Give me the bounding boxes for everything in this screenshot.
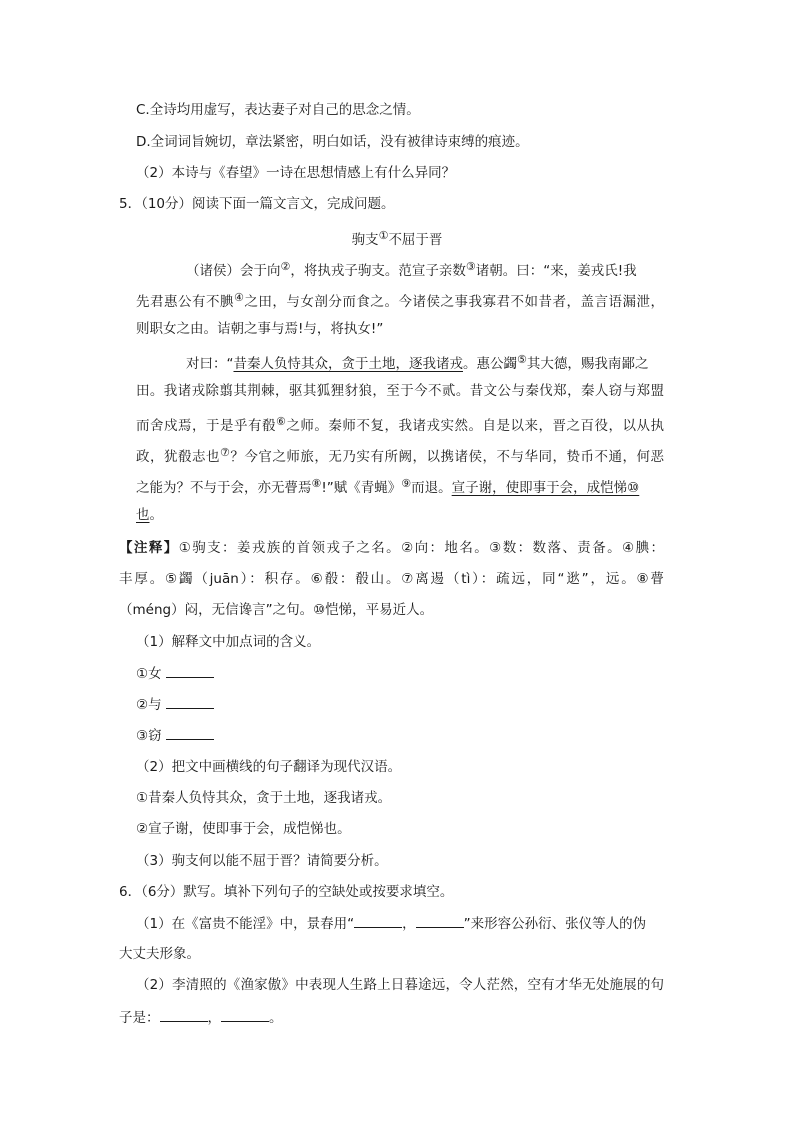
- answer-blank[interactable]: [166, 694, 214, 709]
- notes-line1: 【注释】①驹支：姜戎族的首领戎子之名。②向：地名。③数：数落、责备。④腆：: [119, 540, 664, 556]
- passage-p1-line2: 先君惠公有不腆④之田，与女剖分而食之。今诸侯之事我寡君不如昔者，盖言语漏泄，: [136, 291, 665, 310]
- passage-p1-line1: （诸侯）会于向②，将执戎子驹支。范宣子亲数③诸朝。曰：“来，姜戎氏!我: [186, 260, 637, 279]
- word-item-3: ③窃: [136, 725, 214, 746]
- q4-option-c: C.全诗均用虚写，表达妻子对自己的思念之情。: [136, 102, 420, 118]
- q5-sub-question-3: （3）驹支何以能不屈于晋？请简要分析。: [136, 853, 388, 869]
- passage-p2-line1: 对曰：“昔秦人负恃其众，贪于土地，逐我诸戎。惠公蠲⑤其大德，赐我南鄙之: [186, 353, 649, 372]
- passage-title: 驹支①不屈于晋: [351, 229, 443, 248]
- q6-item2-line1: （2）李清照的《渔家傲》中表现人生路上日暮途远，令人茫然，空有才华无处施展的句: [136, 977, 664, 993]
- notes-line3: （méng）闷，无信谗言”之句。⑩恺悌，平易近人。: [119, 602, 434, 618]
- passage-p2-line5: 之能为？不与于会，亦无瞢焉⑧!”赋《青蝇》⑨而退。宣子谢，使即事于会，成恺悌⑩: [136, 477, 640, 496]
- passage-p2-line2: 田。我诸戎除翦其荆棘，驱其狐狸豺狼，至于今不贰。昔文公与秦伐郑，秦人窃与郑盟: [136, 383, 664, 399]
- q4-option-d: D.全词词旨婉切，章法紧密，明白如话，没有被律诗束缚的痕迹。: [136, 134, 529, 150]
- passage-p2-line3: 而舍戍焉，于是乎有殽⑥之师。秦师不复，我诸戎实然。自是以来，晋之百役，以从执: [136, 415, 665, 434]
- q6-item2-line2: 子是： ， 。: [119, 1007, 283, 1028]
- translate-item-2: ②宣子谢，使即事于会，成恺悌也。: [136, 821, 351, 837]
- passage-p2-line4: 政，犹殽志也⑦？今官之师旅，无乃实有所阙，以携诸侯，不与华同，贽币不通，何恶: [136, 446, 665, 465]
- underlined-sentence-2: 宣子谢，使即事于会，成恺悌⑩: [451, 480, 640, 496]
- word-item-2: ②与: [136, 694, 214, 715]
- underlined-sentence-1: 昔秦人负恃其众，贪于土地，逐我诸戎: [233, 356, 463, 372]
- q5-sub-question-2: （2）把文中画横线的句子翻译为现代汉语。: [136, 759, 402, 775]
- q5-heading: 5．（10分）阅读下面一篇文言文，完成问题。: [119, 196, 395, 212]
- footnote-marker: ①: [378, 229, 389, 242]
- answer-blank[interactable]: [416, 913, 464, 928]
- q6-heading: 6．（6分）默写。填补下列句子的空缺处或按要求填空。: [119, 884, 454, 900]
- answer-blank[interactable]: [166, 725, 214, 740]
- translate-item-1: ①昔秦人负恃其众，贪于土地，逐我诸戎。: [136, 790, 392, 806]
- notes-label: 【注释】: [119, 540, 179, 556]
- answer-blank[interactable]: [160, 1007, 208, 1022]
- answer-blank[interactable]: [354, 913, 402, 928]
- answer-blank[interactable]: [221, 1007, 269, 1022]
- q6-item1-line1: （1）在《富贵不能淫》中，景春用“ ， ”来形容公孙衍、张仪等人的伪: [136, 913, 646, 934]
- passage-p2-line6: 也。: [136, 507, 163, 523]
- passage-p1-line3: 则职女之由。诘朝之事与焉!与，将执女!”: [136, 321, 384, 337]
- notes-line2: 丰厚。⑤蠲（juān）：积存。⑥殽：殽山。⑦离逷（tì）：疏远，同“逖”，远。⑧瞢: [119, 571, 664, 587]
- q5-sub-question-1: （1）解释文中加点词的含义。: [136, 634, 321, 650]
- q6-item1-line2: 大丈夫形象。: [119, 946, 200, 962]
- answer-blank[interactable]: [166, 663, 214, 678]
- word-item-1: ①女: [136, 663, 214, 684]
- q4-sub-question-2: （2）本诗与《春望》一诗在思想情感上有什么异同？: [136, 165, 456, 181]
